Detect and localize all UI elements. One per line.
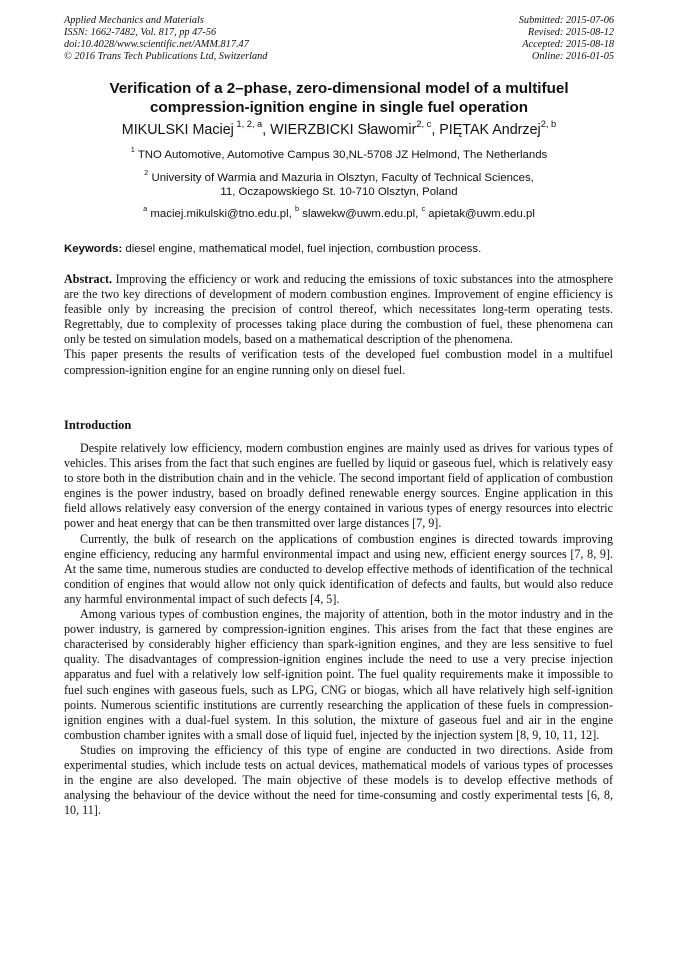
introduction-body [64, 441, 613, 818]
author-separator: , [431, 122, 440, 138]
email-c: apietak@uwm.edu.pl [425, 208, 535, 220]
abstract-paragraph-2: This paper presents the results of verification tests of the developed fuel combustion model in a multifuel compression-ignition engine for an engine running only on diesel fuel. [64, 347, 613, 377]
accepted-date: Accepted: 2015-08-18 [522, 39, 614, 50]
author-list [20, 119, 658, 139]
email-b: slawekw@uwm.edu.pl, [299, 208, 422, 220]
author-2-name: WIERZBICKI Sławomir [270, 122, 417, 138]
journal-name: Applied Mechanics and Materials [64, 15, 204, 26]
author-1-affiliation-mark: 1, 2, a [233, 119, 263, 130]
affiliation-1-text: TNO Automotive, Automotive Campus 30,NL-5708 JZ Helmond, The Netherlands [134, 149, 548, 161]
copyright: © 2016 Trans Tech Publications Ltd, Switzerland [64, 51, 268, 62]
keywords [64, 242, 614, 256]
email-mark-c: c [421, 204, 426, 214]
author-separator: , [262, 122, 271, 138]
affiliation-1 [20, 145, 658, 162]
publication-dates [519, 15, 614, 63]
email-mark-a: a [143, 204, 148, 214]
email-mark-b: b [294, 204, 300, 214]
affiliation-2 [20, 168, 658, 199]
author-1-name: MIKULSKI Maciej [121, 122, 234, 138]
abstract-text-1: Improving the efficiency or work and reducing the emissions of toxic substances into the atmosphere are the two key directions of development of modern combustion engines. Improvement of engine efficiency is feasible only by increasing the precision of control thereof, which necessitates long-term operating tests. Regrettably, due to complexity of processes taking place during the combustion of fuel, these phenomena can only be tested on simulation models, based on a mathematical description of the phenomena. [64, 272, 613, 347]
publication-info [64, 15, 267, 63]
author-3-name: PIĘTAK Andrzej [439, 122, 541, 138]
affiliation-2-line-2: 11, Oczapowskiego St. 10-710 Olsztyn, Poland [220, 186, 458, 198]
publication-header [64, 15, 614, 63]
affiliation-2-line-1: University of Warmia and Mazuria in Olsztyn, Faculty of Technical Sciences, [148, 172, 534, 184]
title-line-1: Verification of a 2–phase, zero-dimensional model of a multifuel [109, 80, 569, 97]
introduction-paragraph: Among various types of combustion engines, the majority of attention, both in the motor industry and in the power industry, is garnered by compression-ignition engines. This arises from the fact that these engines are characterised by considerably higher efficiency than spark-ignition engines, and they are less sensitive to fuel quality. The disadvantages of compression-ignition engines include the need to use a very precise injection apparatus and fuel with a relatively low self-ignition point. The fuel quality requirements make it impossible to fuel such engines with gaseous fuels, such as LPG, CNG or biogas, which all have relatively high self-ignition points. Numerous scientific institutions are currently researching the application of these fuels in compression-ignition engines with a dual-fuel system. In this solution, the mixture of gaseous fuel and air in the engine combustion chamber ignites with a small dose of liquid fuel, injected by the injection system [8, 9, 10, 11, 12]. [64, 607, 613, 742]
issn-volume: ISSN: 1662-7482, Vol. 817, pp 47-56 [64, 27, 217, 38]
abstract [64, 272, 613, 378]
affiliation-2-mark: 2 [144, 168, 149, 178]
online-date: Online: 2016-01-05 [531, 51, 614, 62]
submitted-date: Submitted: 2015-07-06 [518, 15, 614, 26]
introduction-paragraph: Studies on improving the efficiency of this type of engine are conducted in two directions. Aside from experimental studies, which include tests on actual devices, mathematical models of various types of processes in the engine are also developed. The main objective of these models is to develop effective methods of analysing the behaviour of the device without the need for time-consuming and costly experimental tests [6, 8, 10, 11]. [64, 742, 613, 818]
title-line-2: compression-ignition engine in single fuel operation [149, 98, 529, 116]
abstract-paragraph-1 [64, 272, 613, 347]
author-emails [20, 204, 658, 221]
keywords-text: diesel engine, mathematical model, fuel injection, combustion process. [122, 243, 482, 255]
email-a: maciej.mikulski@tno.edu.pl, [147, 208, 295, 220]
introduction-paragraph: Despite relatively low efficiency, modern combustion engines are mainly used as drives for various types of vehicles. This arises from the fact that such engines are fuelled by liquid or gaseous fuel, which is relatively easy to store both in the distribution chain and in the vehicle. The second important field of application of combustion engines is the power industry, based on broadly defined renewable energy sources. Engine application in this field allows relatively easy conversion of the energy contained in various types of energy resources into electric power and heat energy that can be then transmitted over large distances [7, 9]. [64, 441, 613, 531]
author-2-affiliation-mark: 2, c [416, 119, 432, 130]
revised-date: Revised: 2015-08-12 [527, 27, 614, 38]
paper-title [40, 80, 638, 117]
keywords-label: Keywords: [64, 243, 123, 255]
section-heading-introduction: Introduction [64, 418, 132, 432]
affiliation-1-mark: 1 [130, 145, 135, 155]
doi: doi:10.4028/www.scientific.net/AMM.817.47 [64, 39, 249, 50]
author-3-affiliation-mark: 2, b [540, 119, 557, 130]
introduction-paragraph: Currently, the bulk of research on the applications of combustion engines is directed towards improving engine efficiency, reducing any harmful environmental impact and using new, efficient energy sources [7, 8, 9]. At the same time, numerous studies are conducted to develop effective methods of identification of the technical condition of engines that would allow not only quick identification of defects and faults, but would also reduce any harmful environmental impact of such defects [4, 5]. [64, 531, 613, 606]
abstract-label: Abstract. [64, 272, 113, 286]
